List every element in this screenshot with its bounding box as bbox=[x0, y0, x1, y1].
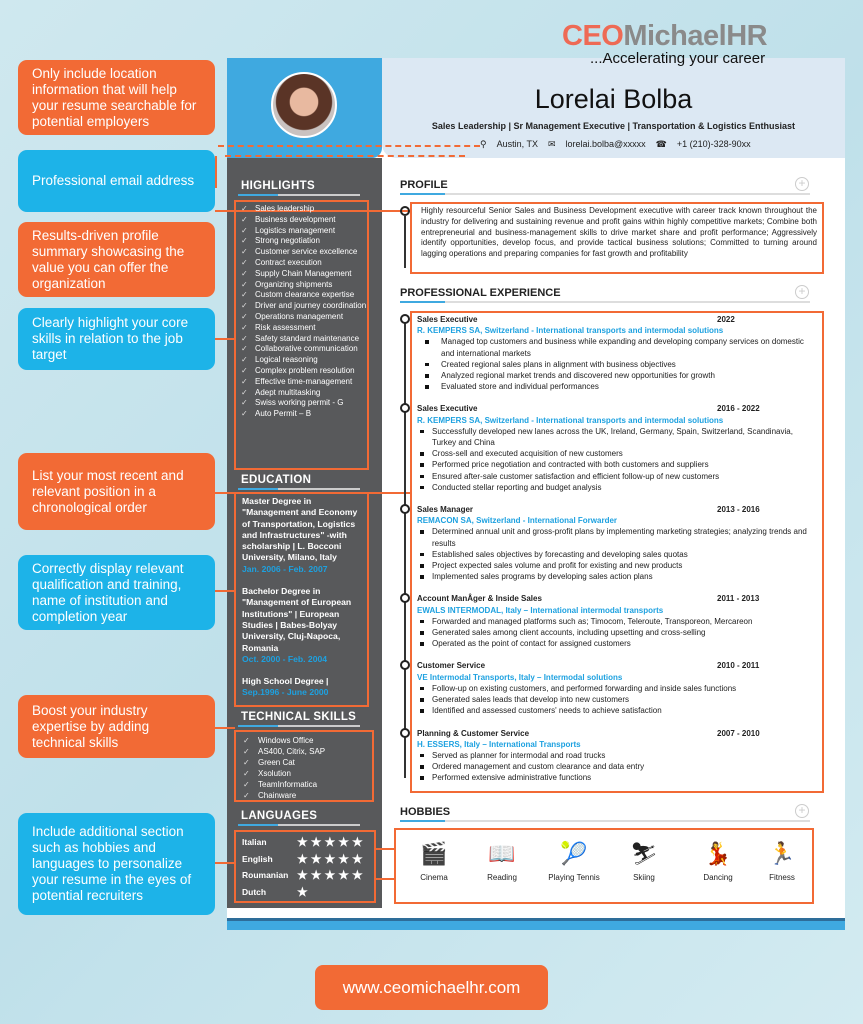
education-entry: High School Degree | Sep.1996 - June 2000 bbox=[242, 676, 329, 698]
education-entry: Bachelor Degree in "Management of European Institutions" | European Studies | Babes-Bolyay University, Cluj-Napoca, Romania Oct. 2000 - Feb. 2004 bbox=[242, 586, 352, 664]
languages-heading: LANGUAGES bbox=[241, 810, 318, 822]
languages-list bbox=[242, 834, 372, 900]
job-entry bbox=[417, 660, 817, 716]
highlight-item: ✓ Business development bbox=[240, 215, 368, 226]
dancing-icon: 💃 bbox=[704, 841, 732, 866]
timeline-dot bbox=[400, 504, 410, 514]
job-title: Planning & Customer Service bbox=[417, 728, 530, 738]
connector-line bbox=[215, 862, 235, 864]
language-name: Dutch bbox=[242, 886, 267, 897]
language-item bbox=[242, 834, 372, 851]
hobby-item bbox=[542, 835, 606, 882]
star-rating-icon: ★★★★★ bbox=[297, 851, 366, 866]
highlight-item: ✓ Auto Permit – B bbox=[240, 409, 368, 420]
job-dates: 2011 - 2013 bbox=[717, 594, 760, 604]
experience-list bbox=[417, 314, 817, 795]
company: H. ESSERS, Italy – International Transports bbox=[417, 739, 581, 749]
job-bullet: Performed price negotiation and contracted with both customers and suppliers bbox=[417, 459, 817, 470]
highlights-heading: HIGHLIGHTS bbox=[241, 180, 315, 192]
tech-skill-item: ✓ Green Cat bbox=[243, 757, 325, 768]
hobby-label: Skiing bbox=[633, 873, 655, 882]
highlight-item: ✓ Logistics management bbox=[240, 226, 368, 237]
job-bullet: Implemented sales programs by developing sales action plans bbox=[417, 571, 817, 582]
hobby-item bbox=[614, 835, 674, 882]
experience-heading: PROFESSIONAL EXPERIENCE bbox=[400, 287, 561, 299]
timeline-line bbox=[404, 318, 406, 778]
tech-skill-item: ✓ Windows Office bbox=[243, 735, 325, 746]
highlight-item: ✓ Organizing shipments bbox=[240, 280, 368, 291]
playing-tennis-icon: 🎾 bbox=[560, 841, 588, 866]
divider bbox=[238, 725, 360, 727]
job-dates: 2022 bbox=[717, 315, 735, 324]
highlight-item: ✓ Swiss working permit - G bbox=[240, 398, 368, 409]
job-entry bbox=[417, 504, 817, 582]
divider bbox=[238, 488, 360, 490]
callout-education: Correctly display relevant qualification and training, name of institution and completion year bbox=[18, 555, 215, 630]
highlight-item: ✓ Sales leadership bbox=[240, 204, 368, 215]
add-section-icon[interactable]: + bbox=[795, 285, 809, 299]
education-entry: Master Degree in "Management and Economy of Transportation, Logistics and Infrastructures" -with scholarship | L. Bocconi University, Milano, Italy Jan. 2006 - Feb. 2007 bbox=[242, 496, 358, 574]
star-rating-icon: ★★★★★ bbox=[297, 835, 366, 850]
education-list bbox=[242, 496, 367, 710]
divider bbox=[400, 193, 810, 195]
language-name: English bbox=[242, 853, 273, 864]
divider bbox=[238, 194, 360, 196]
avatar bbox=[271, 72, 337, 138]
highlight-item: ✓ Complex problem resolution bbox=[240, 366, 368, 377]
callout-technical: Boost your industry expertise by adding technical skills bbox=[18, 695, 215, 758]
connector-email bbox=[225, 155, 465, 157]
headline: Sales Leadership | Sr Management Executive | Transportation & Logistics Enthusiast bbox=[431, 121, 796, 131]
job-title: Sales Executive bbox=[417, 315, 478, 324]
highlight-item: ✓ Adept multitasking bbox=[240, 388, 368, 399]
job-bullet: Operated as the point of contact for assigned customers bbox=[417, 638, 817, 649]
hobby-label: Reading bbox=[487, 873, 517, 882]
callout-profile: Results-driven profile summary showcasing the value you can offer the organization bbox=[18, 222, 215, 297]
connector-line bbox=[376, 848, 396, 850]
job-title: Customer Service bbox=[417, 661, 486, 671]
callout-skills: Clearly highlight your core skills in relation to the job target bbox=[18, 308, 215, 370]
highlights-list bbox=[240, 204, 368, 420]
timeline-line bbox=[404, 216, 406, 268]
cinema-icon: 🎬 bbox=[420, 841, 448, 866]
hobbies-heading: HOBBIES bbox=[400, 806, 451, 818]
hobby-label: Dancing bbox=[703, 873, 733, 882]
job-entry bbox=[417, 314, 817, 392]
company: VE Intermodal Transports, Italy – Intermodal solutions bbox=[417, 672, 623, 682]
job-bullet: Identified and assessed customers' needs to achieve satisfaction bbox=[417, 705, 817, 716]
language-name: Roumanian bbox=[242, 870, 289, 881]
add-section-icon[interactable]: + bbox=[795, 177, 809, 191]
photo-area bbox=[227, 58, 382, 158]
job-bullet: Served as planner for intermodal and road trucks bbox=[417, 750, 817, 761]
profile-heading: PROFILE bbox=[400, 179, 448, 191]
reading-icon: 📖 bbox=[488, 841, 516, 866]
job-bullet: Follow-up on existing customers, and performed forwarding and inside sales functions bbox=[417, 683, 817, 694]
company: EWALS INTERMODAL, Italy – International intermodal transports bbox=[417, 605, 664, 615]
job-bullet: Managed top customers and business while expanding and developing company services on domestic and international markets bbox=[417, 336, 817, 358]
job-entry bbox=[417, 403, 817, 493]
bottom-strip bbox=[227, 918, 845, 930]
job-bullet: Ordered management and custom clearance and data entry bbox=[417, 761, 817, 772]
highlight-item: ✓ Effective time-management bbox=[240, 377, 368, 388]
location: Austin, TX bbox=[496, 139, 538, 149]
divider bbox=[400, 301, 810, 303]
job-title: Account ManÂger & Inside Sales bbox=[417, 594, 542, 604]
highlight-item: ✓ Safety standard maintenance bbox=[240, 334, 368, 345]
hobby-item bbox=[752, 835, 812, 882]
website-link[interactable]: www.ceomichaelhr.com bbox=[315, 965, 548, 1010]
job-bullet: Analyzed regional market trends and discovered new opportunities for growth bbox=[417, 370, 817, 381]
connector-line bbox=[215, 727, 235, 729]
tech-skill-item: ✓ AS400, Citrix, SAP bbox=[243, 746, 325, 757]
hobby-label: Cinema bbox=[420, 873, 448, 882]
highlight-item: ✓ Custom clearance expertise bbox=[240, 290, 368, 301]
contact-row bbox=[480, 139, 751, 150]
language-item bbox=[242, 867, 372, 884]
brand-logo: CEOMichaelHR bbox=[562, 20, 768, 52]
skiing-icon: ⛷ bbox=[630, 841, 658, 866]
location-pin-icon: ⚲ bbox=[480, 139, 487, 149]
technical-skills-list bbox=[243, 735, 325, 801]
divider bbox=[400, 820, 810, 822]
highlight-item: ✓ Customer service excellence bbox=[240, 247, 368, 258]
callout-email: Professional email address bbox=[18, 150, 215, 212]
highlight-item: ✓ Operations management bbox=[240, 312, 368, 323]
technical-skills-heading: TECHNICAL SKILLS bbox=[241, 711, 357, 723]
language-item bbox=[242, 851, 372, 868]
email-icon: ✉ bbox=[547, 139, 556, 149]
job-dates: 2010 - 2011 bbox=[717, 661, 760, 671]
job-bullet: Performed extensive administrative functions bbox=[417, 772, 817, 783]
brand-tagline: ...Accelerating your career bbox=[590, 50, 766, 67]
highlight-item: ✓ Collaborative communication bbox=[240, 344, 368, 355]
job-bullet: Ensured after-sale customer satisfaction and efficient follow-up of new customers bbox=[417, 471, 817, 482]
email: lorelai.bolba@xxxxx bbox=[565, 139, 646, 149]
job-bullet: Conducted stellar reporting and budget analysis bbox=[417, 482, 817, 493]
job-bullet: Evaluated store and individual performances bbox=[417, 381, 817, 392]
hobby-item bbox=[688, 835, 748, 882]
connector-line bbox=[215, 590, 235, 592]
job-dates: 2016 - 2022 bbox=[717, 404, 760, 414]
job-bullet: Forwarded and managed platforms such as; Timocom, Teleroute, Transporeon, Mercareon bbox=[417, 616, 817, 627]
highlight-item: ✓ Contract execution bbox=[240, 258, 368, 269]
callout-experience: List your most recent and relevant position in a chronological order bbox=[18, 453, 215, 530]
language-item bbox=[242, 884, 372, 901]
callout-additional: Include additional section such as hobbies and languages to personalize your resume in the eyes of potential recruiters bbox=[18, 813, 215, 915]
phone-icon: ☎ bbox=[655, 139, 667, 149]
candidate-name: Lorelai Bolba bbox=[534, 84, 693, 114]
job-bullet: Project expected sales volume and profit for existing and new products bbox=[417, 560, 817, 571]
company: R. KEMPERS SA, Switzerland - International transports and intermodal solutions bbox=[417, 326, 724, 336]
phone: +1 (210)-328-90xx bbox=[676, 139, 751, 149]
job-title: Sales Manager bbox=[417, 505, 474, 515]
tech-skill-item: ✓ Chainware bbox=[243, 790, 325, 801]
language-name: Italian bbox=[242, 837, 267, 848]
job-bullet: Created regional sales plans in alignment with business objectives bbox=[417, 359, 817, 370]
job-title: Sales Executive bbox=[417, 404, 478, 414]
timeline-dot bbox=[400, 314, 410, 324]
fitness-icon: 🏃 bbox=[768, 841, 796, 866]
hobby-label: Playing Tennis bbox=[548, 873, 600, 882]
connector-location bbox=[218, 145, 480, 147]
job-bullet: Generated sales among client accounts, including upsetting and cross-selling bbox=[417, 627, 817, 638]
highlight-item: ✓ Driver and journey coordination bbox=[240, 301, 368, 312]
job-bullet: Cross-sell and executed acquisition of new customers bbox=[417, 448, 817, 459]
connector-line bbox=[215, 156, 217, 188]
hobby-label: Fitness bbox=[769, 873, 795, 882]
company: R. KEMPERS SA, Switzerland - International transports and intermodal solutions bbox=[417, 415, 724, 425]
highlight-item: ✓ Strong negotiation bbox=[240, 236, 368, 247]
job-bullet: Generated sales leads that develop into new customers bbox=[417, 694, 817, 705]
star-rating-icon: ★★★★★ bbox=[297, 868, 366, 883]
divider bbox=[238, 824, 360, 826]
hobby-item bbox=[404, 835, 464, 882]
add-section-icon[interactable]: + bbox=[795, 804, 809, 818]
tech-skill-item: ✓ Xsolution bbox=[243, 768, 325, 779]
job-entry bbox=[417, 593, 817, 649]
timeline-dot bbox=[400, 206, 410, 216]
connector-line bbox=[376, 878, 396, 880]
education-heading: EDUCATION bbox=[241, 474, 312, 486]
job-dates: 2007 - 2010 bbox=[717, 728, 760, 738]
job-entry bbox=[417, 728, 817, 784]
job-bullet: Successfully developed new lanes across the UK, Ireland, Germany, Spain, Switzerland, Scandinavia, Turkey and China bbox=[417, 426, 817, 448]
highlight-item: ✓ Supply Chain Management bbox=[240, 269, 368, 280]
callout-location: Only include location information that will help your resume searchable for potential employers bbox=[18, 60, 215, 135]
company: REMACON SA, Switzerland - International Forwarder bbox=[417, 516, 618, 526]
job-bullet: Established sales objectives by forecasting and developing sales quotas bbox=[417, 549, 817, 560]
job-dates: 2013 - 2016 bbox=[717, 505, 760, 515]
profile-text: Highly resourceful Senior Sales and Business Development executive with career track known throughout the industry for delivering and sustaining revenue and profit gains within highly competitive markets; Combine both entrepreneurial and business-management skills to drive market share and profit performance; Aggressively identify opportunities, develop focus, and provide tactical business solutions; Committed to turning around lagging operations and preparing companies for fast growth and profitability bbox=[421, 206, 817, 259]
tech-skill-item: ✓ TeamInformatica bbox=[243, 779, 325, 790]
job-bullet: Determined annual unit and gross-profit plans by implementing marketing strategies; analyzing trends and results bbox=[417, 526, 817, 548]
highlight-item: ✓ Risk assessment bbox=[240, 323, 368, 334]
hobby-item bbox=[472, 835, 532, 882]
highlight-item: ✓ Logical reasoning bbox=[240, 355, 368, 366]
star-rating-icon: ★ bbox=[297, 884, 311, 899]
timeline-dot bbox=[400, 728, 410, 738]
connector-line bbox=[215, 338, 235, 340]
